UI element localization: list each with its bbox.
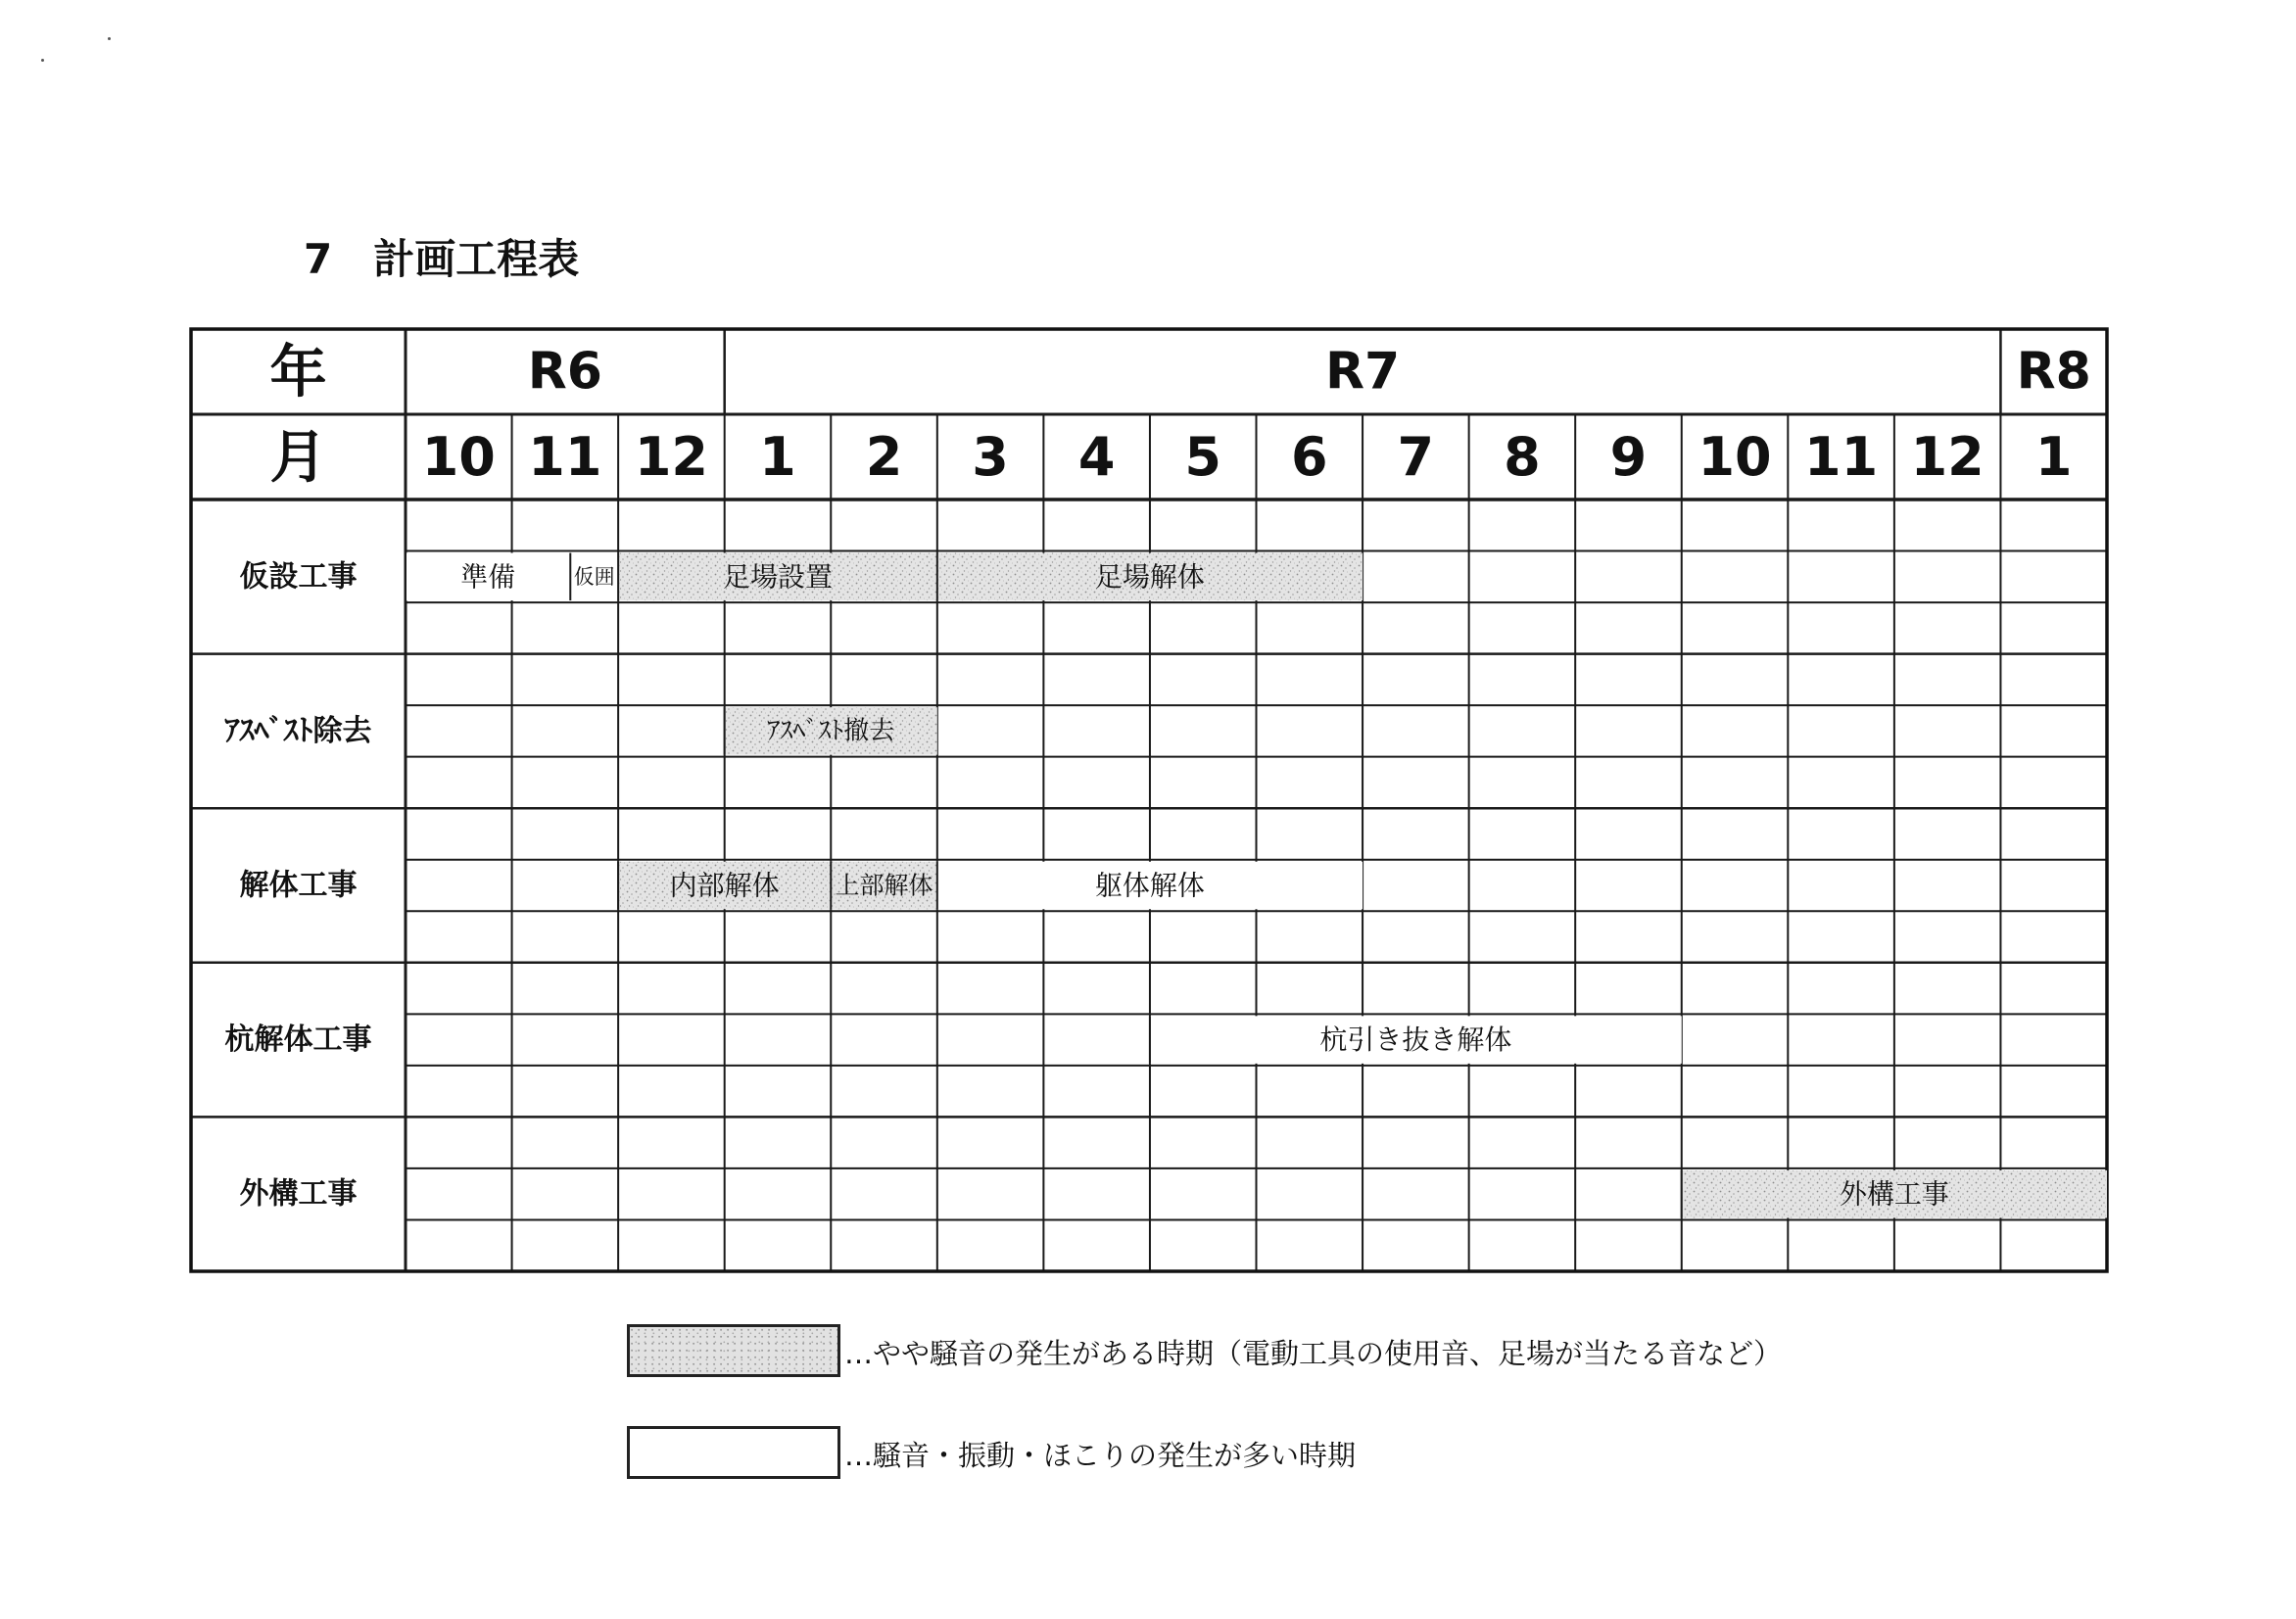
month-label: 8: [1504, 426, 1541, 488]
row-label: ｱｽﾍﾞｽﾄ除去: [224, 713, 372, 748]
year-label-r8: R8: [2016, 342, 2091, 402]
month-label: 12: [1910, 426, 1985, 488]
row-label: 解体工事: [239, 868, 358, 903]
bar-label: 仮囲: [573, 564, 615, 589]
month-label: 11: [528, 426, 602, 488]
legend-swatch-shaded: [627, 1324, 840, 1377]
scan-speck: [41, 59, 44, 62]
year-header-label: 年: [269, 338, 327, 405]
legend-text-shaded: …やや騒音の発生がある時期（電動工具の使用音、足場が当たる音など）: [844, 1337, 1783, 1370]
row-label: 外構工事: [239, 1176, 358, 1212]
row-label: 仮設工事: [239, 559, 358, 595]
bar-label: 杭引き抜き解体: [1319, 1024, 1512, 1057]
bar-label: ｱｽﾍﾞｽﾄ撤去: [767, 716, 895, 746]
month-label: 6: [1290, 426, 1328, 488]
row-label: 杭解体工事: [224, 1023, 372, 1058]
bar-label: 外構工事: [1839, 1177, 1949, 1211]
month-label: 10: [421, 426, 496, 488]
month-label: 2: [865, 426, 903, 488]
month-label: 9: [1609, 426, 1648, 488]
bar-label: 足場解体: [1094, 560, 1205, 594]
legend-swatch-plain: [627, 1426, 840, 1479]
month-label: 12: [634, 426, 708, 488]
bar-label: 準備: [460, 560, 516, 594]
bar-label: 躯体解体: [1094, 869, 1205, 902]
month-label: 11: [1804, 426, 1879, 488]
month-label: 10: [1698, 426, 1772, 488]
year-label-r6: R6: [527, 342, 602, 402]
month-label: 1: [2034, 426, 2073, 488]
bar-label: 上部解体: [835, 871, 933, 900]
month-label: 7: [1397, 426, 1435, 488]
month-label: 3: [972, 426, 1009, 488]
month-label: 1: [759, 426, 796, 488]
month-label: 5: [1184, 426, 1222, 488]
bar-label: 足場設置: [722, 560, 833, 594]
legend-text-plain: …騒音・振動・ほこりの発生が多い時期: [844, 1439, 1357, 1472]
bar-label: 内部解体: [669, 869, 780, 902]
month-label: 4: [1077, 426, 1116, 488]
scan-speck: [108, 37, 111, 40]
page-title: 7 計画工程表: [304, 235, 580, 283]
month-header-label: 月: [269, 423, 327, 491]
year-label-r7: R7: [1324, 342, 1401, 402]
